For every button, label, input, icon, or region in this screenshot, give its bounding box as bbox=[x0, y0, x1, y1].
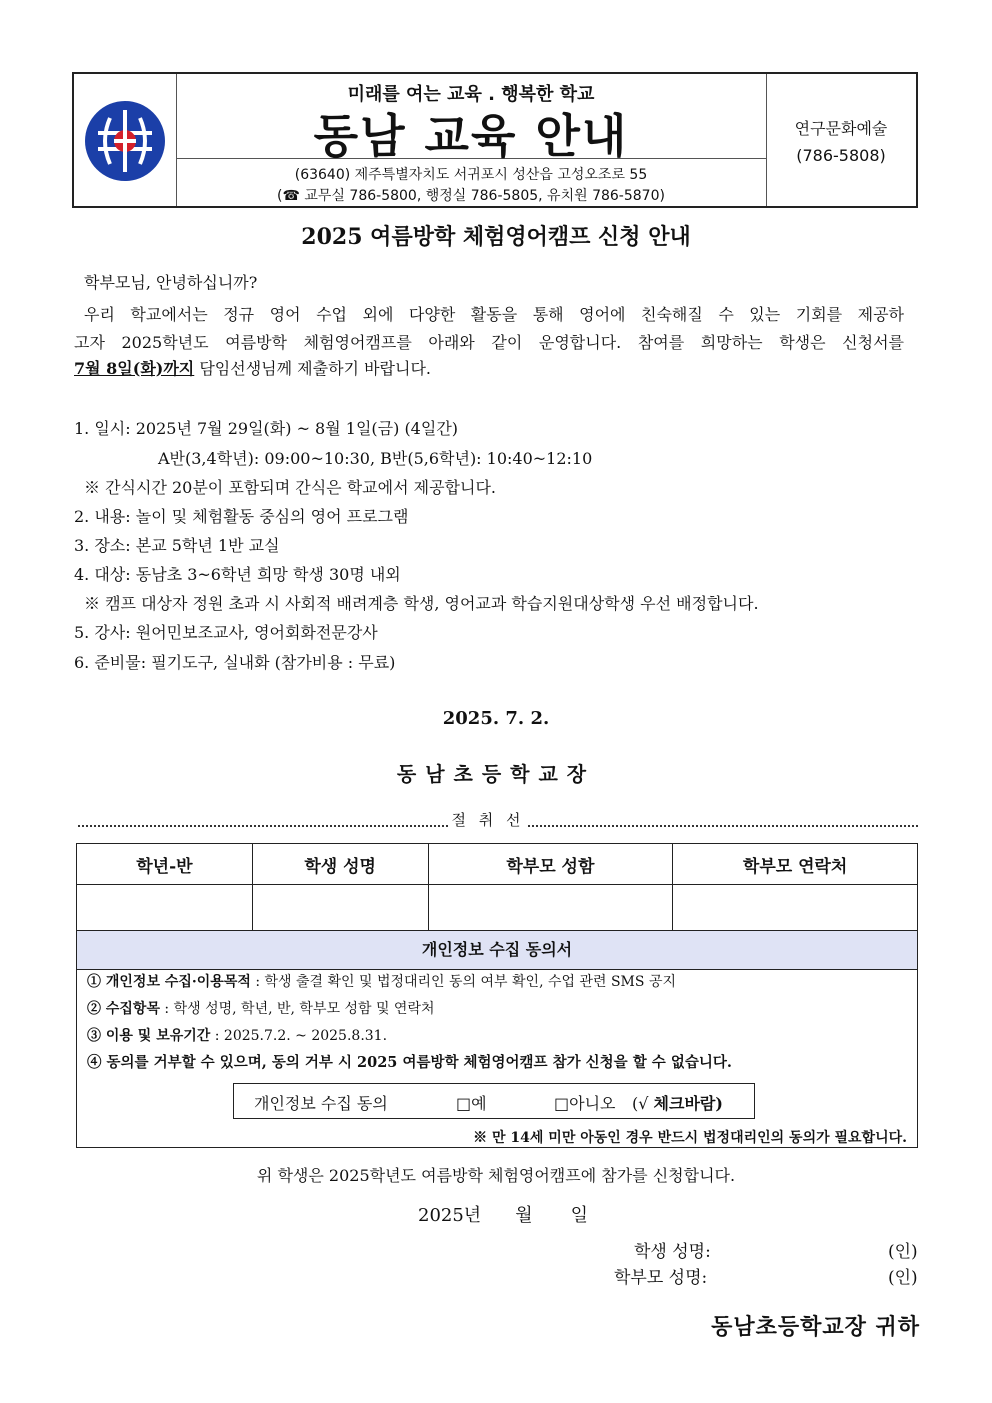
form-header-row bbox=[77, 844, 918, 885]
cut-line-left bbox=[78, 825, 448, 827]
student-seal: (인) bbox=[888, 1242, 918, 1262]
school-logo-icon bbox=[84, 100, 166, 182]
item-content: 2. 내용: 놀이 및 체험활동 중심의 영어 프로그램 bbox=[74, 507, 409, 526]
header-parent-contact: 학부모 연락처 bbox=[673, 844, 918, 885]
intro-line-3 bbox=[74, 356, 431, 379]
application-form-table bbox=[76, 843, 918, 932]
student-name-field[interactable] bbox=[252, 885, 428, 932]
parent-name-field[interactable] bbox=[428, 885, 673, 932]
department-cell bbox=[766, 74, 916, 206]
item-supplies: 6. 준비물: 필기도구, 실내화 (참가비용 : 무료) bbox=[74, 653, 396, 672]
consent-item-fields-text: : 학생 성명, 학년, 반, 학부모 성함 및 연락처 bbox=[159, 1001, 435, 1017]
consent-item-fields bbox=[87, 998, 435, 1018]
logo-cell bbox=[74, 74, 177, 206]
department-phone: (786-5808) bbox=[796, 146, 886, 165]
consent-item-period-label: ③ 이용 및 보유기간 bbox=[87, 1028, 211, 1044]
student-signature-label: 학생 성명: bbox=[634, 1242, 711, 1262]
privacy-consent-box bbox=[76, 930, 918, 1148]
consent-item-refusal: ④ 동의를 거부할 수 있으며, 동의 거부 시 2025 여름방학 체험영어캠프 참가 신청을 할 수 없습니다. bbox=[87, 1054, 732, 1071]
parent-signature-label: 학부모 성명: bbox=[614, 1268, 708, 1288]
intro-line-1: 우리 학교에서는 정규 영어 수업 외에 다양한 활동을 통해 영어에 친숙해질 수 있는 기회를 제공하 bbox=[84, 305, 904, 324]
application-statement: 위 학생은 2025학년도 여름방학 체험영어캠프에 참가를 신청합니다. bbox=[256, 1166, 736, 1185]
application-year: 2025년 bbox=[418, 1205, 482, 1226]
department-name: 연구문화예술 bbox=[794, 119, 888, 138]
header-student-name: 학생 성명 bbox=[252, 844, 428, 885]
page-title: 동남 교육 안내 bbox=[313, 109, 629, 163]
item-schedule: 1. 일시: 2025년 7월 29일(화) ~ 8월 1일(금) (4일간) bbox=[74, 419, 459, 438]
consent-item-period-text: : 2025.7.2. ~ 2025.8.31. bbox=[210, 1028, 388, 1044]
document-title: 2025 여름방학 체험영어캠프 신청 안내 bbox=[301, 224, 691, 250]
consent-item-purpose-text: : 학생 출결 확인 및 법정대리인 동의 여부 확인, 수업 관련 SMS 공지 bbox=[250, 974, 676, 990]
header-title-row bbox=[176, 74, 766, 163]
addressee: 동남초등학교장 귀하 bbox=[711, 1314, 920, 1340]
consent-item-fields-label: ② 수집항목 bbox=[87, 1001, 160, 1017]
priority-note: ※ 캠프 대상자 정원 초과 시 사회적 배려계층 학생, 영어교과 학습지원대상학생 우선 배정합니다. bbox=[84, 594, 759, 613]
consent-checkbox-row bbox=[233, 1083, 755, 1119]
snack-note: ※ 간식시간 20분이 포함되며 간식은 학교에서 제공합니다. bbox=[84, 478, 496, 497]
header-parent-name: 학부모 성함 bbox=[428, 844, 673, 885]
grade-class-field[interactable] bbox=[77, 885, 253, 932]
cut-line-label: 절 취 선 bbox=[451, 811, 525, 829]
intro-line-3-rest: 담임선생님께 제출하기 바랍니다. bbox=[194, 359, 431, 378]
school-contacts: (☎ 교무실 786-5800, 행정실 786-5805, 유치원 786-5870) bbox=[277, 188, 665, 204]
newsletter-header bbox=[72, 72, 918, 208]
item-target: 4. 대상: 동남초 3~6학년 희망 학생 30명 내외 bbox=[74, 565, 401, 584]
consent-yes-checkbox[interactable]: □예 bbox=[456, 1094, 487, 1113]
item-classes: A반(3,4학년): 09:00~10:30, B반(5,6학년): 10:40~12:10 bbox=[158, 449, 593, 468]
deadline: 7월 8일(화)까지 bbox=[74, 359, 195, 378]
consent-item-purpose-label: ① 개인정보 수집·이용목적 bbox=[87, 974, 251, 990]
check-hint bbox=[632, 1091, 723, 1114]
form-entry-row bbox=[77, 885, 918, 932]
header-title-cell bbox=[176, 74, 767, 206]
application-month: 월 bbox=[515, 1205, 533, 1226]
application-date bbox=[418, 1201, 588, 1227]
parent-seal: (인) bbox=[888, 1268, 918, 1288]
school-address: (63640) 제주특별자치도 서귀포시 성산읍 고성오조로 55 bbox=[294, 167, 648, 183]
cut-line-right bbox=[528, 825, 918, 827]
consent-no-checkbox[interactable]: □아니오 bbox=[554, 1094, 616, 1113]
check-hint-text: 체크바람) bbox=[653, 1094, 723, 1113]
application-day: 일 bbox=[570, 1205, 588, 1226]
check-hint-prefix: (√ bbox=[632, 1094, 654, 1113]
consent-title: 개인정보 수집 동의서 bbox=[77, 931, 917, 970]
guardian-consent-note: ※ 만 14세 미만 아동인 경우 반드시 법정대리인의 동의가 필요합니다. bbox=[473, 1130, 907, 1146]
issue-date: 2025. 7. 2. bbox=[442, 708, 550, 729]
item-instructor: 5. 강사: 원어민보조교사, 영어회화전문강사 bbox=[74, 623, 378, 642]
consent-item-period bbox=[87, 1025, 387, 1045]
slogan: 미래를 여는 교육 . 행복한 학교 bbox=[347, 84, 595, 105]
consent-item-purpose bbox=[87, 971, 676, 991]
parent-contact-field[interactable] bbox=[673, 885, 918, 932]
consent-check-label: 개인정보 수집 동의 bbox=[254, 1094, 388, 1113]
principal-name: 동남초등학교장 bbox=[396, 762, 596, 786]
intro-line-2: 고자 2025학년도 여름방학 체험영어캠프를 아래와 같이 운영합니다. 참여를 희망하는 학생은 신청서를 bbox=[74, 333, 904, 352]
header-grade-class: 학년-반 bbox=[77, 844, 253, 885]
item-place: 3. 장소: 본교 5학년 1반 교실 bbox=[74, 536, 280, 555]
greeting: 학부모님, 안녕하십니까? bbox=[84, 273, 258, 292]
